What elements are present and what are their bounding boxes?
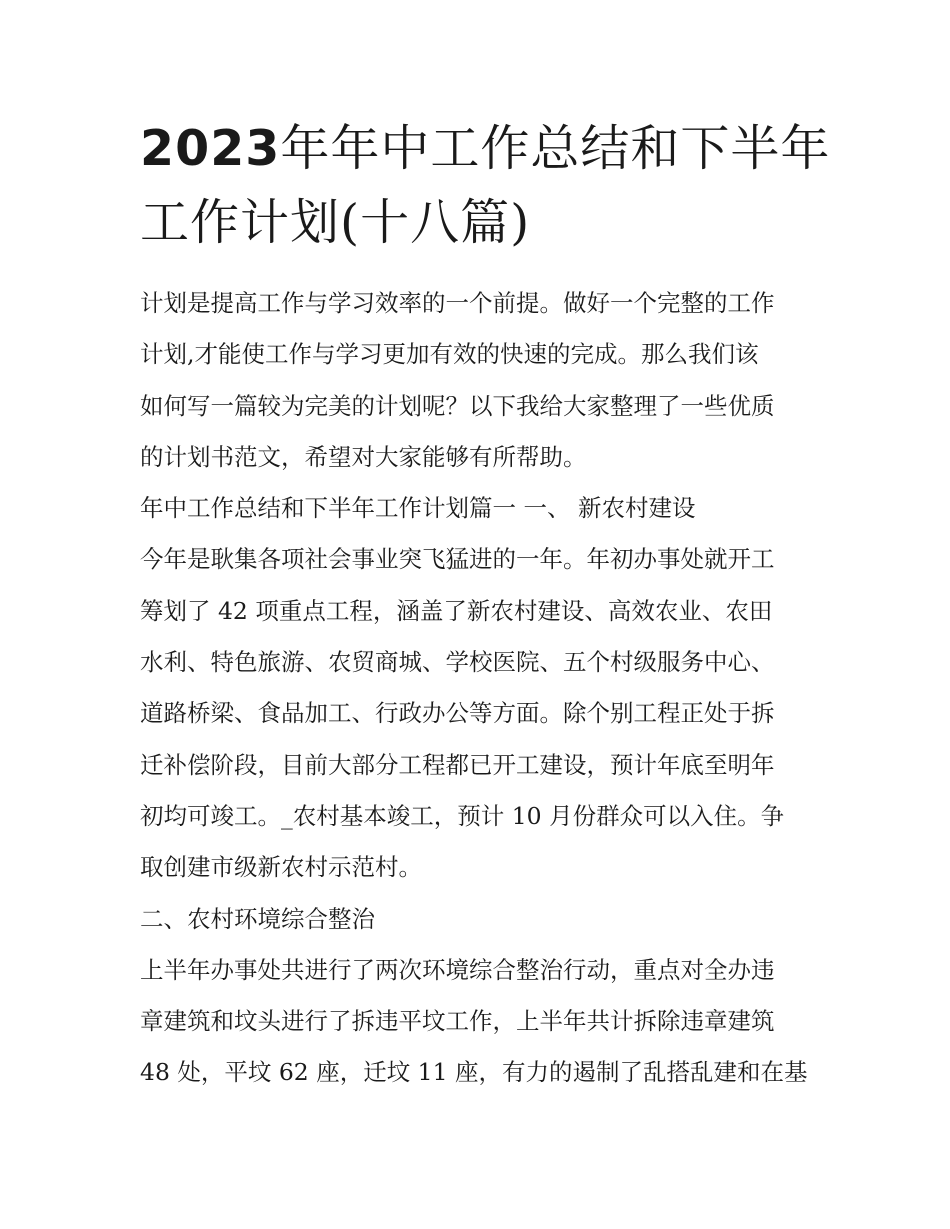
document-title	[140, 112, 830, 260]
section-heading-1: 年中工作总结和下半年工作计划篇一 一、 新农村建设	[140, 494, 696, 523]
text-line-section1-1: 今年是耿集各项社会事业突飞猛进的一年。年初办事处就开工	[140, 545, 775, 574]
text-line-section2-3: 48 处，平坟 62 座，迁坟 11 座，有力的遏制了乱搭乱建和在基	[140, 1058, 808, 1087]
title-line-1	[140, 112, 830, 186]
text-line-intro-2: 计划,才能使工作与学习更加有效的快速的完成。那么我们该	[140, 340, 759, 369]
title-line-2: 工作计划(十八篇)	[140, 194, 531, 251]
text-line-section2-2: 章建筑和坟头进行了拆违平坟工作，上半年共计拆除违章建筑	[140, 1007, 775, 1036]
text-line-intro-3: 如何写一篇较为完美的计划呢？以下我给大家整理了一些优质	[140, 391, 775, 420]
text-line-section1-2: 筹划了 42 项重点工程，涵盖了新农村建设、高效农业、农田	[140, 596, 773, 625]
text-line-section1-7: 取创建市级新农村示范村。	[140, 853, 422, 882]
section-heading-2: 二、农村环境综合整治	[140, 904, 375, 933]
title-year: 2023	[140, 120, 281, 177]
text-line-section1-6: 初均可竣工。_农村基本竣工，预计 10 月份群众可以入住。争	[140, 801, 785, 830]
text-line-section1-5: 迁补偿阶段，目前大部分工程都已开工建设，预计年底至明年	[140, 750, 775, 779]
text-line-section1-4: 道路桥梁、食品加工、行政办公等方面。除个别工程正处于拆	[140, 699, 775, 728]
title-line-1-text: 年年中工作总结和下半年	[280, 120, 831, 177]
document-body	[140, 278, 830, 1099]
text-line-section2-1: 上半年办事处共进行了两次环境综合整治行动，重点对全办违	[140, 955, 775, 984]
text-line-intro-4: 的计划书范文，希望对大家能够有所帮助。	[140, 442, 587, 471]
text-line-section1-3: 水利、特色旅游、农贸商城、学校医院、五个村级服务中心、	[140, 648, 775, 677]
text-line-intro-1: 计划是提高工作与学习效率的一个前提。做好一个完整的工作	[140, 289, 775, 317]
